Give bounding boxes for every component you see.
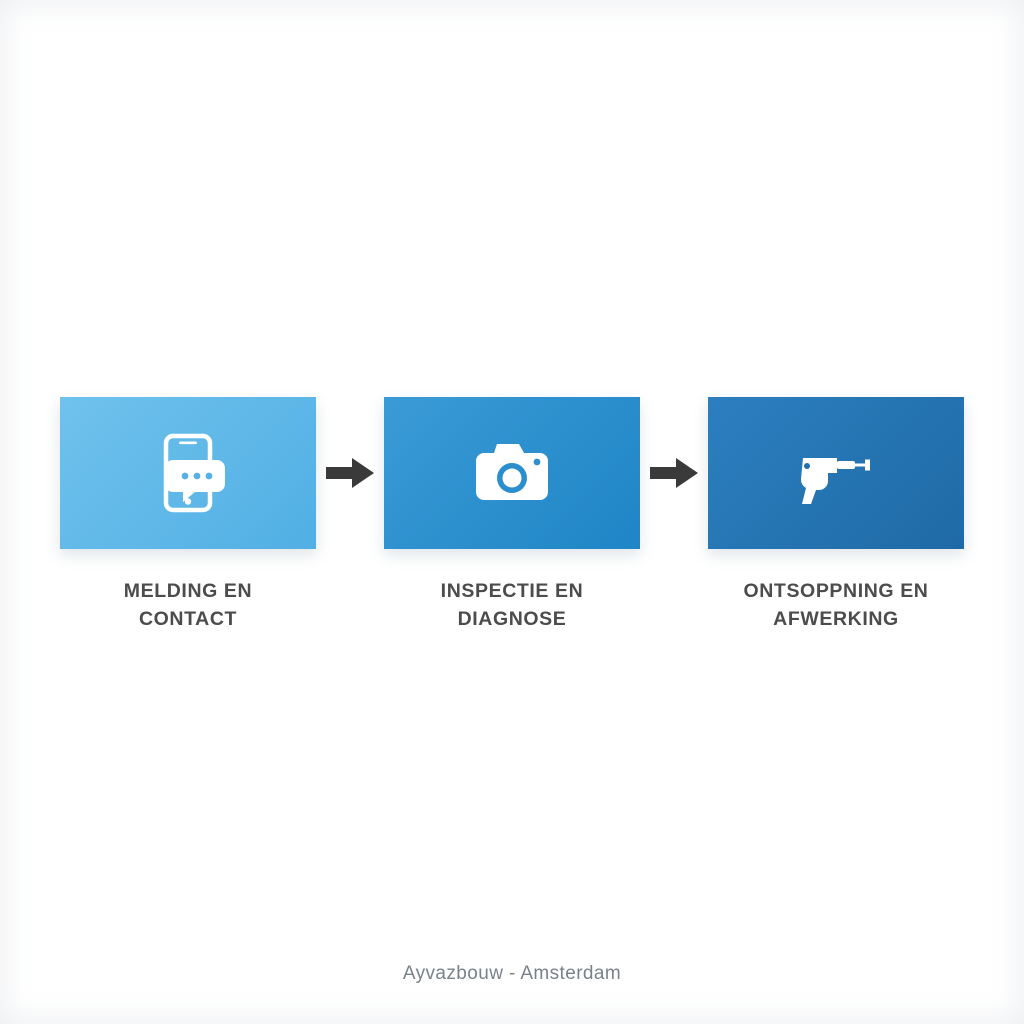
connector-arrow-1 bbox=[316, 397, 384, 549]
step-3-label-line1: ONTSOPPNING EN bbox=[743, 580, 929, 602]
step-3-label-line2: AFWERKING bbox=[773, 607, 899, 630]
power-drill-icon bbox=[783, 420, 889, 526]
arrow-right-icon bbox=[324, 456, 376, 490]
connector-arrow-2 bbox=[640, 397, 708, 549]
step-3-tile[interactable] bbox=[708, 397, 964, 549]
process-flow bbox=[0, 397, 1024, 633]
process-step-3[interactable] bbox=[708, 397, 964, 633]
step-2-label-line2: DIAGNOSE bbox=[457, 607, 567, 630]
step-1-label-line1: MELDING EN bbox=[123, 580, 253, 602]
smartphone-chat-icon bbox=[135, 420, 241, 526]
step-1-label bbox=[63, 578, 313, 633]
step-2-label-line1: INSPECTIE EN bbox=[440, 580, 584, 602]
step-3-label bbox=[711, 578, 961, 633]
process-step-2[interactable] bbox=[384, 397, 640, 633]
step-2-tile[interactable] bbox=[384, 397, 640, 549]
camera-icon bbox=[459, 420, 565, 526]
step-1-label-line2: CONTACT bbox=[138, 607, 238, 630]
arrow-right-icon bbox=[648, 456, 700, 490]
process-step-1[interactable] bbox=[60, 397, 316, 633]
step-2-label bbox=[387, 578, 637, 633]
footer-caption: Ayvazbouw - Amsterdam bbox=[402, 963, 622, 984]
step-1-tile[interactable] bbox=[60, 397, 316, 549]
